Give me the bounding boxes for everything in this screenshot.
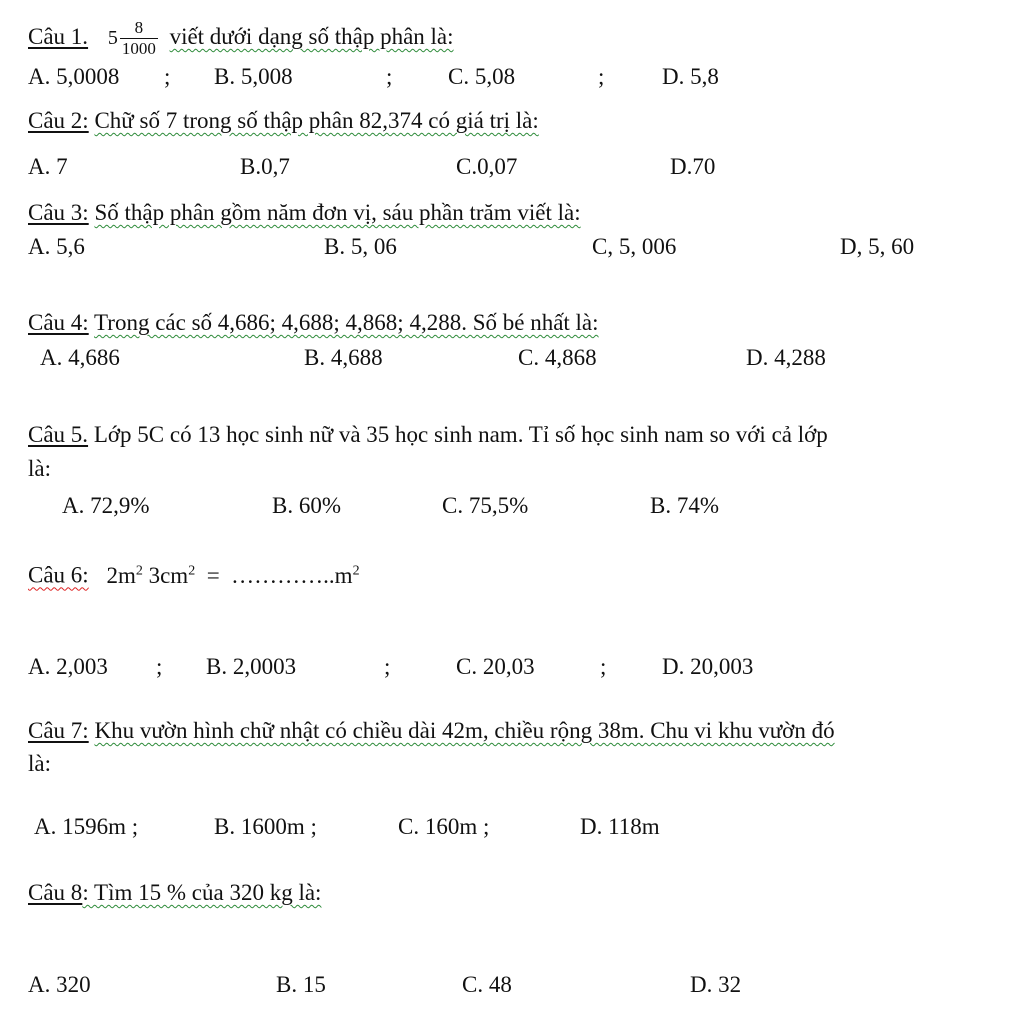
option-b: B. 5, 06: [324, 234, 397, 259]
option-d: D. 4,288: [746, 345, 826, 370]
option-a: A. 2,003: [28, 654, 108, 679]
expr-part: 2m: [106, 562, 136, 588]
option-a: A. 72,9%: [62, 493, 150, 518]
option-c: C. 48: [462, 972, 512, 997]
question-1: [28, 12, 454, 62]
option-c: C. 4,868: [518, 345, 597, 370]
question-2: [28, 106, 539, 136]
question-8: [28, 878, 321, 908]
separator: ;: [600, 654, 607, 679]
exponent: 2: [352, 563, 360, 578]
expression: [106, 563, 359, 588]
exponent: 2: [135, 563, 143, 578]
question-label: Câu 2:: [28, 108, 89, 133]
mixed-number-whole: 5: [107, 27, 118, 49]
question-text-continued: là:: [28, 751, 51, 776]
fraction: [120, 18, 158, 59]
option-c: C, 5, 006: [592, 234, 677, 259]
option-a: A. 7: [28, 154, 68, 179]
expr-part: 3cm: [142, 562, 189, 588]
option-d: D. 118m: [580, 814, 660, 839]
question-text: viết dưới dạng số thập phân là:: [169, 24, 454, 49]
separator: ;: [384, 654, 391, 679]
question-label: Câu 8: [28, 880, 83, 905]
question-label: Câu 3:: [28, 200, 89, 225]
separator: ;: [156, 654, 163, 679]
option-c: C. 5,08: [448, 64, 516, 89]
option-b: B. 2,0003: [206, 654, 297, 679]
fraction-denominator: 1000: [121, 39, 156, 59]
question-5: [28, 420, 828, 450]
option-b: B.0,7: [240, 154, 290, 179]
expr-part: = …………..m: [195, 562, 353, 588]
option-c: C. 75,5%: [442, 493, 529, 518]
option-a: A. 1596m ;: [34, 814, 139, 839]
option-a: A. 320: [28, 972, 91, 997]
separator: ;: [386, 64, 393, 89]
question-label: Câu 4:: [28, 310, 89, 335]
question-label: Câu 1.: [28, 24, 89, 49]
question-label: Câu 5.: [28, 422, 89, 447]
question-text: Lớp 5C có 13 học sinh nữ và 35 học sinh nam. Tỉ số học sinh nam so với cả lớp: [93, 422, 828, 447]
option-a: A. 5,0008: [28, 64, 120, 89]
option-d: D, 5, 60: [840, 234, 915, 259]
option-d: D.70: [670, 154, 716, 179]
option-b: B. 1600m ;: [214, 814, 317, 839]
option-d: D. 32: [690, 972, 742, 997]
question-text-continued: là:: [28, 456, 51, 481]
option-b: B. 15: [276, 972, 326, 997]
question-4: [28, 308, 599, 338]
exponent: 2: [188, 563, 196, 578]
option-b: B. 4,688: [304, 345, 383, 370]
question-label: Câu 6:: [28, 562, 89, 588]
fraction-numerator: 8: [120, 18, 158, 39]
option-c: C.0,07: [456, 154, 518, 179]
separator: ;: [598, 64, 605, 89]
option-b: B. 5,008: [214, 64, 293, 89]
question-text: Số thập phân gồm năm đơn vị, sáu phần trăm viết là:: [94, 200, 581, 225]
option-c: C. 20,03: [456, 654, 535, 679]
option-d: D. 5,8: [662, 64, 719, 89]
option-d: D. 20,003: [662, 654, 754, 679]
option-c: C. 160m ;: [398, 814, 490, 839]
question-text: Chữ số 7 trong số thập phân 82,374 có giá trị là:: [94, 108, 539, 133]
question-label: Câu 7:: [28, 718, 89, 743]
option-d: B. 74%: [650, 493, 719, 518]
question-6: [28, 556, 360, 591]
question-7: [28, 716, 835, 746]
question-text: Khu vườn hình chữ nhật có chiều dài 42m, chiều rộng 38m. Chu vi khu vườn đó: [94, 718, 835, 743]
question-3: [28, 198, 581, 228]
option-b: B. 60%: [272, 493, 341, 518]
option-a: A. 4,686: [40, 345, 120, 370]
question-text: Trong các số 4,686; 4,688; 4,868; 4,288. Số bé nhất là:: [94, 310, 599, 335]
question-text: : Tìm 15 % của 320 kg là:: [82, 880, 322, 905]
separator: ;: [164, 64, 171, 89]
option-a: A. 5,6: [28, 234, 85, 259]
